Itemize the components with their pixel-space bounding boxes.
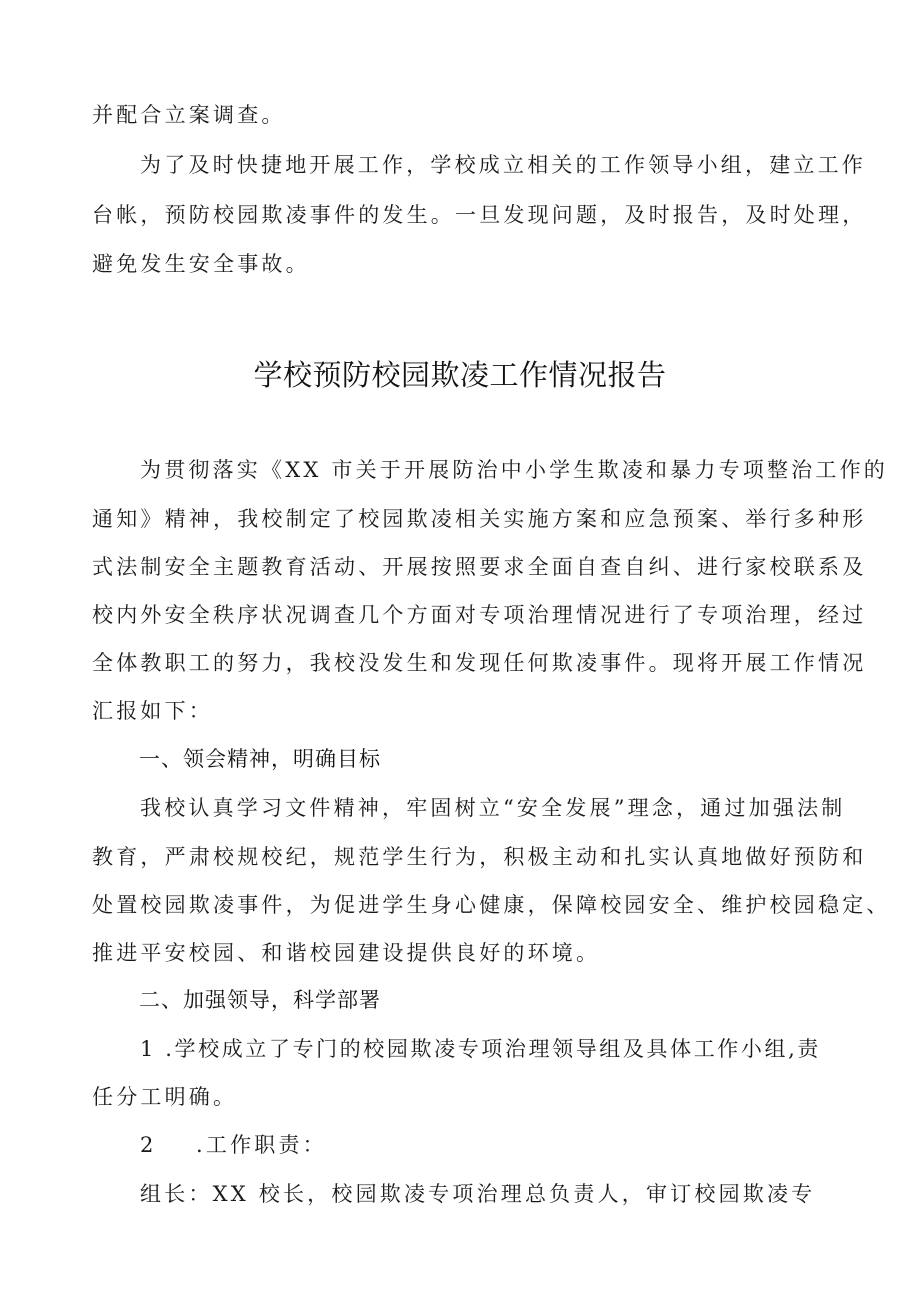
prev-line-2: 为了及时快捷地开展工作，学校成立相关的工作领导小组，建立工作 (140, 153, 866, 177)
report-title: 学校预防校园欺凌工作情况报告 (253, 358, 667, 392)
section-2-item-2-label: .工作职责： (196, 1133, 327, 1157)
section-1-line-3: 处置校园欺凌事件，为促进学生身心健康，保障校园安全、维护校园稳定、 (92, 893, 891, 917)
section-1-line-1: 我校认真学习文件精神，牢固树立“安全发展”理念，通过加强法制 (140, 796, 846, 820)
section-1-line-2: 教育，严肃校规校纪，规范学生行为，积极主动和扎实认真地做好预防和 (92, 845, 867, 869)
intro-line-1: 为贯彻落实《XX 市关于开展防治中小学生欺凌和暴力专项整治工作的 (140, 458, 888, 482)
intro-line-6: 汇报如下： (92, 699, 213, 723)
section-2-leader-line: 组长：XX 校长，校园欺凌专项治理总负责人，审订校园欺凌专 (140, 1182, 816, 1206)
section-2-item-1-line-2: 任分工明确。 (92, 1085, 238, 1109)
intro-line-4: 校内外安全秩序状况调查几个方面对专项治理情况进行了专项治理，经过 (92, 603, 867, 627)
section-2-heading: 二、加强领导，科学部署 (139, 988, 381, 1012)
intro-line-5: 全体教职工的努力，我校没发生和发现任何欺凌事件。现将开展工作情况 (92, 651, 867, 675)
section-2-item-1-line-1: 1 .学校成立了专门的校园欺凌专项治理领导组及具体工作小组,责 (140, 1037, 821, 1061)
section-1-line-4: 推进平安校园、和谐校园建设提供良好的环境。 (92, 941, 601, 965)
section-1-heading: 一、领会精神，明确目标 (139, 747, 381, 771)
section-2-item-2-number: 2 (140, 1133, 157, 1157)
intro-line-3: 式法制安全主题教育活动、开展按照要求全面自查自纠、进行家校联系及 (92, 555, 867, 579)
prev-line-1: 并配合立案调查。 (92, 103, 286, 127)
intro-line-2: 通知》精神，我校制定了校园欺凌相关实施方案和应急预案、举行多种形 (92, 507, 867, 531)
prev-line-3: 台帐，预防校园欺凌事件的发生。一旦发现问题，及时报告，及时处理， (92, 203, 867, 227)
prev-line-4: 避免发生安全事故。 (92, 252, 310, 276)
